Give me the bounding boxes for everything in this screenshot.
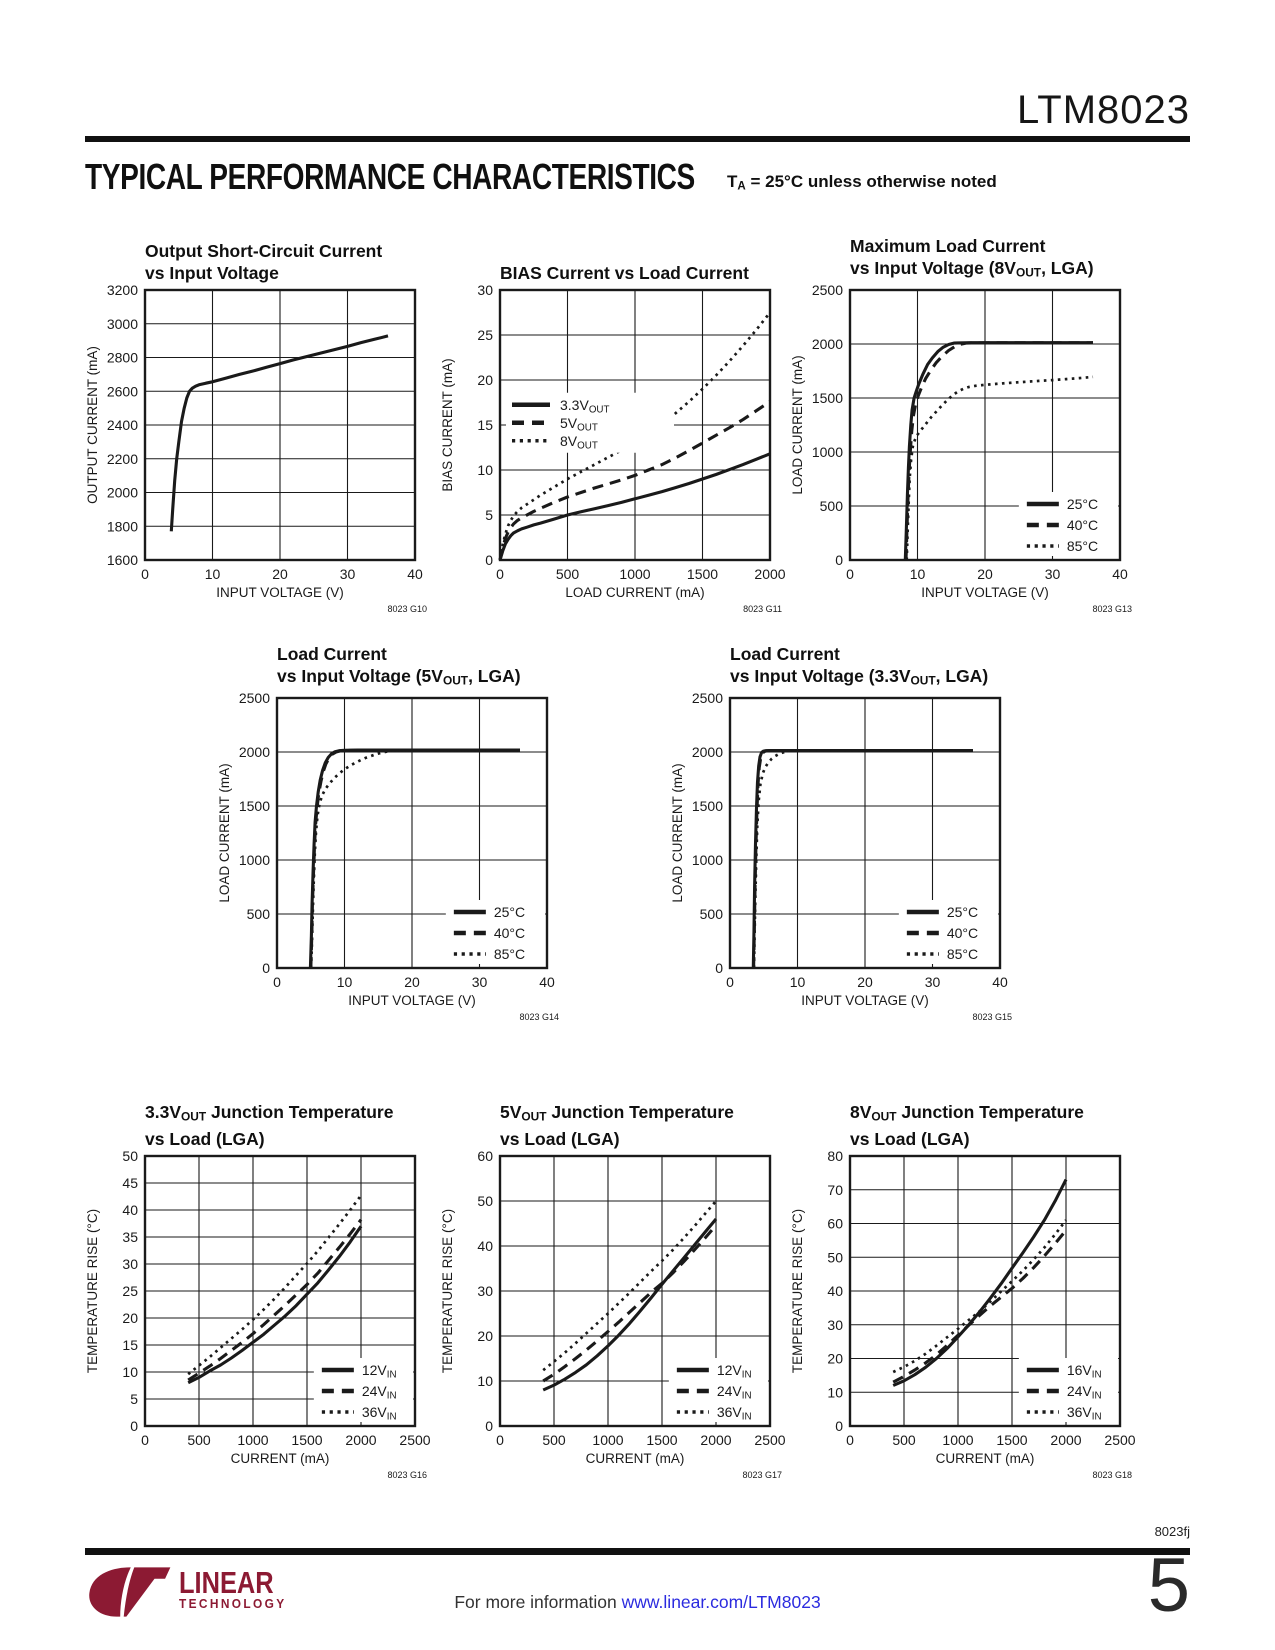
svg-text:LOAD CURRENT (mA): LOAD CURRENT (mA) bbox=[565, 585, 705, 600]
svg-text:5VOUT: 5VOUT bbox=[560, 414, 598, 434]
svg-text:12VIN: 12VIN bbox=[361, 1362, 397, 1381]
chart-title: BIAS Current vs Load Current bbox=[500, 263, 749, 283]
svg-text:15: 15 bbox=[477, 417, 493, 433]
svg-text:24VIN: 24VIN bbox=[1066, 1383, 1102, 1402]
svg-text:40: 40 bbox=[122, 1202, 138, 1218]
svg-text:2000: 2000 bbox=[811, 336, 843, 352]
chart-plot-svg bbox=[215, 692, 565, 1028]
svg-text:70: 70 bbox=[827, 1181, 843, 1198]
svg-text:20: 20 bbox=[977, 566, 993, 582]
svg-text:50: 50 bbox=[827, 1249, 843, 1266]
footer-rule bbox=[85, 1548, 1190, 1555]
svg-text:40°C: 40°C bbox=[946, 925, 979, 941]
svg-text:0: 0 bbox=[846, 566, 854, 582]
chart-plot-svg bbox=[788, 284, 1138, 620]
svg-text:40: 40 bbox=[992, 974, 1008, 990]
svg-text:0: 0 bbox=[835, 1418, 843, 1434]
svg-text:30: 30 bbox=[924, 974, 941, 990]
svg-text:2600: 2600 bbox=[106, 383, 138, 400]
svg-text:8023 G11: 8023 G11 bbox=[743, 604, 782, 614]
chart-plot-svg bbox=[83, 284, 433, 620]
svg-text:2400: 2400 bbox=[106, 417, 138, 433]
chart-junction-temp-5vout bbox=[438, 1098, 788, 1491]
svg-text:0: 0 bbox=[496, 1432, 504, 1448]
svg-text:25: 25 bbox=[122, 1283, 138, 1299]
chart-plot-svg bbox=[83, 1150, 433, 1486]
svg-text:1500: 1500 bbox=[238, 798, 270, 814]
chart-title: Load Current vs Input Voltage (5VOUT, LGA) bbox=[277, 644, 521, 688]
svg-text:15: 15 bbox=[122, 1337, 138, 1353]
svg-text:2000: 2000 bbox=[238, 744, 270, 760]
svg-text:36VIN: 36VIN bbox=[1066, 1404, 1102, 1423]
svg-text:25: 25 bbox=[477, 327, 493, 343]
svg-text:500: 500 bbox=[246, 906, 270, 922]
svg-text:40: 40 bbox=[1112, 566, 1128, 582]
svg-text:8023 G13: 8023 G13 bbox=[1092, 604, 1132, 614]
svg-text:2500: 2500 bbox=[1104, 1432, 1136, 1448]
svg-text:85°C: 85°C bbox=[1066, 538, 1099, 554]
svg-text:1500: 1500 bbox=[691, 798, 723, 814]
svg-text:500: 500 bbox=[699, 906, 723, 922]
svg-text:1600: 1600 bbox=[106, 552, 138, 568]
svg-text:INPUT VOLTAGE (V): INPUT VOLTAGE (V) bbox=[216, 585, 344, 600]
svg-text:500: 500 bbox=[187, 1432, 211, 1448]
svg-text:2500: 2500 bbox=[691, 692, 723, 706]
svg-text:0: 0 bbox=[262, 960, 270, 976]
svg-text:0: 0 bbox=[496, 566, 504, 582]
svg-text:10: 10 bbox=[477, 462, 493, 478]
chart-title: 8VOUT Junction Temperature vs Load (LGA) bbox=[850, 1102, 1084, 1149]
svg-text:30: 30 bbox=[477, 284, 493, 298]
svg-text:20: 20 bbox=[404, 974, 420, 990]
svg-text:500: 500 bbox=[555, 566, 580, 582]
chart-plot-svg bbox=[788, 1150, 1138, 1486]
svg-text:1800: 1800 bbox=[106, 518, 138, 535]
svg-text:1500: 1500 bbox=[996, 1432, 1028, 1448]
svg-text:3000: 3000 bbox=[106, 315, 138, 332]
svg-text:INPUT VOLTAGE (V): INPUT VOLTAGE (V) bbox=[348, 993, 476, 1008]
svg-text:CURRENT (mA): CURRENT (mA) bbox=[935, 1451, 1035, 1466]
svg-text:3.3VOUT: 3.3VOUT bbox=[560, 396, 610, 416]
svg-text:1000: 1000 bbox=[237, 1432, 269, 1448]
svg-text:500: 500 bbox=[819, 498, 843, 514]
svg-text:8023 G15: 8023 G15 bbox=[972, 1012, 1012, 1022]
svg-text:2000: 2000 bbox=[1050, 1432, 1082, 1448]
svg-text:INPUT VOLTAGE (V): INPUT VOLTAGE (V) bbox=[921, 585, 1049, 600]
svg-text:2200: 2200 bbox=[106, 450, 138, 467]
svg-text:0: 0 bbox=[835, 552, 843, 568]
svg-text:10: 10 bbox=[122, 1364, 138, 1380]
svg-text:10: 10 bbox=[336, 974, 353, 990]
section-title: TYPICAL PERFORMANCE CHARACTERISTICS bbox=[85, 156, 695, 197]
svg-text:LOAD CURRENT (mA): LOAD CURRENT (mA) bbox=[790, 355, 805, 495]
svg-text:TEMPERATURE RISE (°C): TEMPERATURE RISE (°C) bbox=[85, 1208, 100, 1374]
svg-text:TEMPERATURE RISE (°C): TEMPERATURE RISE (°C) bbox=[440, 1208, 455, 1374]
svg-text:5: 5 bbox=[485, 507, 493, 523]
svg-text:50: 50 bbox=[122, 1150, 138, 1164]
svg-text:80: 80 bbox=[827, 1150, 843, 1164]
svg-text:20: 20 bbox=[827, 1350, 843, 1367]
svg-text:12VIN: 12VIN bbox=[716, 1362, 752, 1381]
svg-text:TEMPERATURE RISE (°C): TEMPERATURE RISE (°C) bbox=[790, 1208, 805, 1374]
svg-text:8023 G14: 8023 G14 bbox=[519, 1012, 559, 1022]
svg-text:5: 5 bbox=[130, 1391, 138, 1407]
svg-text:1000: 1000 bbox=[238, 852, 270, 868]
chart-plot-svg bbox=[668, 692, 1018, 1028]
svg-text:500: 500 bbox=[542, 1432, 566, 1448]
svg-text:1500: 1500 bbox=[291, 1432, 323, 1448]
chart-plot-svg bbox=[438, 284, 788, 620]
svg-text:2000: 2000 bbox=[106, 484, 138, 501]
svg-text:30: 30 bbox=[471, 974, 488, 990]
svg-text:2500: 2500 bbox=[399, 1432, 431, 1448]
chart-title: Maximum Load Current vs Input Voltage (8VOUT, LGA) bbox=[850, 236, 1094, 280]
logo-line1: LINEAR bbox=[179, 1565, 274, 1600]
svg-text:500: 500 bbox=[892, 1432, 916, 1448]
svg-text:LOAD CURRENT (mA): LOAD CURRENT (mA) bbox=[217, 763, 232, 903]
svg-text:20: 20 bbox=[857, 974, 873, 990]
chart-load-current-5vout bbox=[215, 640, 565, 1033]
svg-text:0: 0 bbox=[846, 1432, 854, 1448]
svg-text:CURRENT (mA): CURRENT (mA) bbox=[585, 1451, 685, 1466]
svg-text:1000: 1000 bbox=[619, 566, 651, 582]
svg-text:20: 20 bbox=[477, 372, 493, 388]
svg-text:24VIN: 24VIN bbox=[716, 1383, 752, 1402]
footer-info bbox=[0, 1592, 1275, 1613]
chart-max-load-current-8vout bbox=[788, 232, 1138, 625]
svg-text:1000: 1000 bbox=[592, 1432, 624, 1448]
section-note: TA = 25°C unless otherwise noted bbox=[727, 172, 997, 193]
svg-text:25°C: 25°C bbox=[946, 904, 979, 920]
svg-text:3200: 3200 bbox=[106, 284, 138, 298]
footer-info-link[interactable]: www.linear.com/LTM8023 bbox=[621, 1592, 821, 1612]
chart-title: 3.3VOUT Junction Temperature vs Load (LGA) bbox=[145, 1102, 394, 1149]
svg-text:2500: 2500 bbox=[811, 284, 843, 298]
svg-text:2000: 2000 bbox=[754, 566, 786, 582]
svg-text:40: 40 bbox=[407, 566, 423, 582]
page-number: 5 bbox=[1147, 1543, 1190, 1628]
svg-text:30: 30 bbox=[339, 566, 356, 582]
svg-text:0: 0 bbox=[715, 960, 723, 976]
svg-text:50: 50 bbox=[477, 1193, 493, 1209]
svg-text:0: 0 bbox=[141, 1432, 149, 1448]
svg-text:45: 45 bbox=[122, 1175, 138, 1191]
svg-text:10: 10 bbox=[909, 566, 926, 582]
svg-text:60: 60 bbox=[477, 1150, 493, 1164]
svg-text:OUTPUT CURRENT (mA): OUTPUT CURRENT (mA) bbox=[85, 346, 100, 504]
svg-text:2000: 2000 bbox=[345, 1432, 377, 1448]
chart-title: 5VOUT Junction Temperature vs Load (LGA) bbox=[500, 1102, 734, 1149]
svg-text:1500: 1500 bbox=[686, 566, 719, 582]
chart-load-current-3v3out bbox=[668, 640, 1018, 1033]
svg-text:8023 G10: 8023 G10 bbox=[387, 604, 427, 614]
svg-text:INPUT VOLTAGE (V): INPUT VOLTAGE (V) bbox=[801, 993, 929, 1008]
svg-text:30: 30 bbox=[477, 1283, 493, 1299]
svg-text:25°C: 25°C bbox=[493, 904, 526, 920]
svg-text:8023 G16: 8023 G16 bbox=[387, 1470, 427, 1480]
svg-text:10: 10 bbox=[477, 1373, 493, 1389]
svg-text:24VIN: 24VIN bbox=[361, 1383, 397, 1402]
svg-text:35: 35 bbox=[122, 1229, 138, 1245]
svg-text:16VIN: 16VIN bbox=[1066, 1362, 1102, 1381]
footer-info-text: For more information bbox=[454, 1592, 622, 1612]
svg-text:2500: 2500 bbox=[238, 692, 270, 706]
svg-text:0: 0 bbox=[273, 974, 281, 990]
svg-text:1000: 1000 bbox=[942, 1432, 974, 1448]
svg-text:2000: 2000 bbox=[691, 744, 723, 760]
logo-line2: TECHNOLOGY bbox=[179, 1597, 287, 1611]
svg-text:30: 30 bbox=[1044, 566, 1061, 582]
svg-text:40°C: 40°C bbox=[1066, 517, 1099, 533]
svg-text:8023 G17: 8023 G17 bbox=[742, 1470, 782, 1480]
svg-text:LOAD CURRENT (mA): LOAD CURRENT (mA) bbox=[670, 763, 685, 903]
svg-text:2500: 2500 bbox=[754, 1432, 786, 1448]
svg-text:1500: 1500 bbox=[811, 390, 843, 406]
svg-text:10: 10 bbox=[827, 1384, 843, 1401]
svg-text:30: 30 bbox=[827, 1316, 843, 1333]
svg-text:10: 10 bbox=[204, 566, 221, 582]
chart-junction-temp-3v3out bbox=[83, 1098, 433, 1491]
header-rule bbox=[85, 136, 1190, 142]
svg-text:20: 20 bbox=[272, 566, 288, 582]
chart-title: Output Short-Circuit Current vs Input Voltage bbox=[145, 241, 383, 283]
svg-text:2000: 2000 bbox=[700, 1432, 732, 1448]
chart-title: Load Current vs Input Voltage (3.3VOUT, LGA) bbox=[730, 644, 989, 688]
svg-text:0: 0 bbox=[130, 1418, 138, 1434]
svg-text:CURRENT (mA): CURRENT (mA) bbox=[230, 1451, 330, 1466]
svg-text:2800: 2800 bbox=[106, 349, 138, 366]
document-id: LTM8023 bbox=[1016, 88, 1190, 132]
svg-text:25°C: 25°C bbox=[1066, 496, 1099, 512]
chart-junction-temp-8vout bbox=[788, 1098, 1138, 1491]
svg-text:85°C: 85°C bbox=[493, 946, 526, 962]
svg-text:1000: 1000 bbox=[811, 444, 843, 460]
svg-text:1500: 1500 bbox=[646, 1432, 678, 1448]
svg-text:85°C: 85°C bbox=[946, 946, 979, 962]
svg-text:20: 20 bbox=[122, 1310, 138, 1326]
svg-text:40: 40 bbox=[827, 1283, 843, 1299]
svg-text:20: 20 bbox=[477, 1328, 493, 1344]
svg-text:0: 0 bbox=[485, 552, 493, 568]
svg-text:30: 30 bbox=[122, 1256, 138, 1272]
svg-text:36VIN: 36VIN bbox=[716, 1404, 752, 1423]
chart-plot-svg bbox=[438, 1150, 788, 1486]
chart-bias-current-vs-load-current bbox=[438, 232, 788, 625]
svg-text:BIAS CURRENT (mA): BIAS CURRENT (mA) bbox=[440, 358, 455, 492]
svg-text:0: 0 bbox=[485, 1418, 493, 1434]
svg-text:0: 0 bbox=[726, 974, 734, 990]
svg-text:0: 0 bbox=[141, 566, 149, 582]
svg-text:40: 40 bbox=[477, 1238, 493, 1254]
svg-text:40: 40 bbox=[539, 974, 555, 990]
chart-output-short-circuit-current bbox=[83, 232, 433, 625]
svg-text:10: 10 bbox=[789, 974, 806, 990]
svg-text:60: 60 bbox=[827, 1215, 843, 1232]
svg-text:36VIN: 36VIN bbox=[361, 1404, 397, 1423]
svg-text:8023 G18: 8023 G18 bbox=[1092, 1470, 1132, 1480]
svg-text:40°C: 40°C bbox=[493, 925, 526, 941]
footer-revision-code: 8023fj bbox=[1154, 1524, 1190, 1539]
svg-text:8VOUT: 8VOUT bbox=[560, 432, 598, 452]
svg-text:1000: 1000 bbox=[691, 852, 723, 868]
